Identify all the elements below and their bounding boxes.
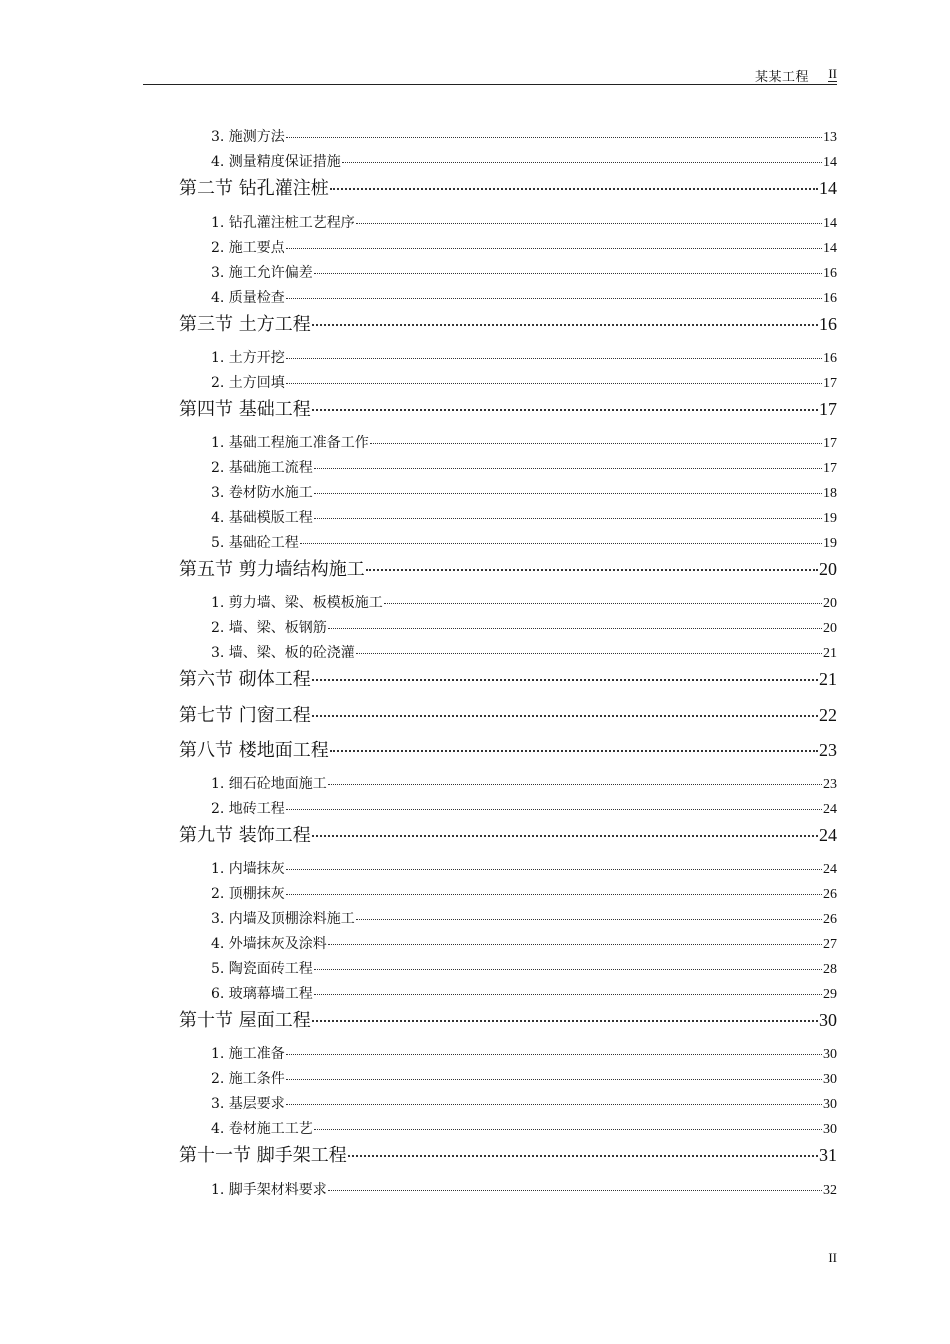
toc-subsection-entry[interactable] [211,1068,837,1088]
toc-entry-page-number: 30 [823,1122,837,1137]
toc-subsection-entry[interactable] [211,1118,837,1138]
toc-dot-leader [312,715,818,717]
header-title: 某某工程 [754,70,809,85]
toc-entry-label: 第三节 土方工程 [179,314,311,335]
toc-section-entry[interactable] [179,701,837,727]
toc-dot-leader [314,273,822,274]
toc-dot-leader [286,383,822,384]
toc-entry-label: 第九节 装饰工程 [179,825,311,846]
toc-entry-page-number: 28 [823,962,837,977]
toc-section-entry[interactable] [179,174,837,200]
toc-dot-leader [286,1079,822,1080]
header-page-number: II [828,66,837,81]
toc-dot-leader [312,1020,818,1022]
toc-entry-page-number: 27 [823,937,837,952]
toc-entry-page-number: 14 [823,155,837,170]
toc-dot-leader [314,518,822,519]
toc-entry-label: 第八节 楼地面工程 [179,740,329,761]
toc-dot-leader [286,894,822,895]
toc-dot-leader [314,969,822,970]
toc-subsection-entry[interactable] [211,507,837,527]
toc-dot-leader [356,223,822,224]
toc-dot-leader [286,137,822,138]
toc-section-entry[interactable] [179,1141,837,1167]
toc-entry-page-number: 16 [823,266,837,281]
toc-subsection-entry[interactable] [211,908,837,928]
toc-subsection-entry[interactable] [211,287,837,307]
toc-entry-page-number: 17 [819,399,837,419]
toc-entry-page-number: 23 [823,777,837,792]
toc-entry-label: 4. 基础模版工程 [211,510,313,526]
toc-subsection-entry[interactable] [211,983,837,1003]
toc-entry-label: 2. 墙、梁、板钢筋 [211,620,327,636]
toc-dot-leader [314,493,822,494]
toc-section-entry[interactable] [179,736,837,762]
toc-dot-leader [314,468,822,469]
toc-entry-label: 3. 施工允许偏差 [211,265,313,281]
toc-section-entry[interactable] [179,821,837,847]
toc-entry-page-number: 14 [819,178,837,198]
toc-entry-page-number: 18 [823,486,837,501]
toc-entry-page-number: 20 [823,621,837,636]
toc-entry-page-number: 19 [823,511,837,526]
toc-dot-leader [370,443,822,444]
toc-entry-page-number: 22 [819,705,837,725]
toc-entry-label: 4. 测量精度保证措施 [211,154,341,170]
toc-subsection-entry[interactable] [211,482,837,502]
toc-section-entry[interactable] [179,555,837,581]
toc-entry-label: 6. 玻璃幕墙工程 [211,986,313,1002]
toc-entry-page-number: 14 [823,241,837,256]
toc-subsection-entry[interactable] [211,883,837,903]
toc-section-entry[interactable] [179,395,837,421]
toc-section-entry[interactable] [179,665,837,691]
toc-subsection-entry[interactable] [211,432,837,452]
toc-subsection-entry[interactable] [211,212,837,232]
toc-dot-leader [384,603,822,604]
toc-subsection-entry[interactable] [211,798,837,818]
toc-dot-leader [286,869,822,870]
toc-subsection-entry[interactable] [211,1043,837,1063]
toc-entry-page-number: 31 [819,1145,837,1165]
toc-entry-page-number: 30 [823,1072,837,1087]
toc-entry-label: 4. 卷材施工工艺 [211,1121,313,1137]
toc-entry-page-number: 14 [823,216,837,231]
toc-entry-label: 第十节 屋面工程 [179,1010,311,1031]
toc-entry-page-number: 16 [823,351,837,366]
toc-dot-leader [300,543,822,544]
toc-entry-label: 2. 基础施工流程 [211,460,313,476]
toc-subsection-entry[interactable] [211,237,837,257]
toc-entry-label: 1. 剪力墙、梁、板模板施工 [211,595,383,611]
toc-dot-leader [330,188,818,190]
toc-subsection-entry[interactable] [211,457,837,477]
toc-entry-label: 3. 内墙及顶棚涂料施工 [211,911,355,927]
toc-subsection-entry[interactable] [211,617,837,637]
toc-dot-leader [286,1104,822,1105]
toc-entry-label: 1. 基础工程施工准备工作 [211,435,369,451]
toc-entry-label: 1. 钻孔灌注桩工艺程序 [211,215,355,231]
toc-entry-page-number: 30 [823,1047,837,1062]
toc-entry-label: 第七节 门窗工程 [179,705,311,726]
toc-entry-label: 2. 施工条件 [211,1071,285,1087]
toc-subsection-entry[interactable] [211,773,837,793]
toc-entry-page-number: 26 [823,887,837,902]
toc-entry-label: 3. 墙、梁、板的砼浇灌 [211,645,355,661]
toc-dot-leader [286,1054,822,1055]
toc-entry-page-number: 24 [823,862,837,877]
toc-subsection-entry[interactable] [211,347,837,367]
toc-entry-page-number: 21 [823,646,837,661]
toc-entry-page-number: 17 [823,376,837,391]
toc-entry-label: 第二节 钻孔灌注桩 [179,178,329,199]
toc-dot-leader [328,944,822,945]
toc-entry-page-number: 24 [819,825,837,845]
footer-page-number: II [828,1250,837,1265]
toc-entry-page-number: 21 [819,669,837,689]
toc-dot-leader [366,569,818,571]
toc-subsection-entry[interactable] [211,1179,837,1199]
toc-subsection-entry[interactable] [211,126,837,146]
toc-subsection-entry[interactable] [211,858,837,878]
toc-entry-label: 2. 顶棚抹灰 [211,886,285,902]
toc-subsection-entry[interactable] [211,933,837,953]
toc-entry-page-number: 19 [823,536,837,551]
toc-dot-leader [330,750,818,752]
toc-dot-leader [286,298,822,299]
toc-entry-page-number: 32 [823,1183,837,1198]
toc-dot-leader [312,324,818,326]
toc-entry-page-number: 16 [823,291,837,306]
toc-subsection-entry[interactable] [211,532,837,552]
toc-entry-page-number: 30 [823,1097,837,1112]
toc-subsection-entry[interactable] [211,592,837,612]
toc-entry-page-number: 24 [823,802,837,817]
toc-entry-label: 3. 施测方法 [211,129,285,145]
toc-dot-leader [312,835,818,837]
toc-dot-leader [328,1190,822,1191]
toc-dot-leader [312,679,818,681]
toc-subsection-entry[interactable] [211,372,837,392]
toc-dot-leader [356,919,822,920]
toc-entry-page-number: 26 [823,912,837,927]
toc-entry-label: 5. 基础砼工程 [211,535,299,551]
toc-entry-label: 1. 细石砼地面施工 [211,776,327,792]
toc-entry-page-number: 30 [819,1010,837,1030]
toc-entry-page-number: 20 [823,596,837,611]
toc-entry-label: 4. 外墙抹灰及涂料 [211,936,327,952]
toc-subsection-entry[interactable] [211,1093,837,1113]
toc-section-entry[interactable] [179,310,837,336]
toc-subsection-entry[interactable] [211,151,837,171]
toc-entry-label: 1. 内墙抹灰 [211,861,285,877]
toc-dot-leader [286,358,822,359]
toc-dot-leader [342,162,822,163]
toc-dot-leader [328,784,822,785]
toc-entry-label: 3. 基层要求 [211,1096,285,1112]
toc-entry-label: 1. 土方开挖 [211,350,285,366]
toc-dot-leader [356,653,822,654]
toc-dot-leader [286,248,822,249]
toc-entry-page-number: 16 [819,314,837,334]
toc-dot-leader [312,409,818,411]
toc-entry-label: 5. 陶瓷面砖工程 [211,961,313,977]
toc-dot-leader [314,994,822,995]
toc-entry-page-number: 13 [823,130,837,145]
toc-entry-label: 4. 质量检查 [211,290,285,306]
toc-entry-label: 2. 土方回填 [211,375,285,391]
toc-entry-page-number: 29 [823,987,837,1002]
toc-dot-leader [314,1129,822,1130]
page-header [143,64,837,85]
toc-entry-page-number: 23 [819,740,837,760]
toc-entry-label: 1. 施工准备 [211,1046,285,1062]
toc-entry-label: 2. 施工要点 [211,240,285,256]
toc-dot-leader [286,809,822,810]
toc-subsection-entry[interactable] [211,642,837,662]
toc-entry-page-number: 20 [819,559,837,579]
toc-section-entry[interactable] [179,1006,837,1032]
toc-entry-label: 第六节 砌体工程 [179,669,311,690]
toc-dot-leader [348,1155,818,1157]
toc-entry-page-number: 17 [823,436,837,451]
toc-dot-leader [328,628,822,629]
toc-entry-label: 1. 脚手架材料要求 [211,1182,327,1198]
toc-subsection-entry[interactable] [211,958,837,978]
toc-entry-label: 第十一节 脚手架工程 [179,1145,347,1166]
toc-entry-label: 3. 卷材防水施工 [211,485,313,501]
toc-entry-page-number: 17 [823,461,837,476]
toc-entry-label: 第四节 基础工程 [179,399,311,420]
toc-entry-label: 2. 地砖工程 [211,801,285,817]
toc-subsection-entry[interactable] [211,262,837,282]
toc-entry-label: 第五节 剪力墙结构施工 [179,559,365,580]
